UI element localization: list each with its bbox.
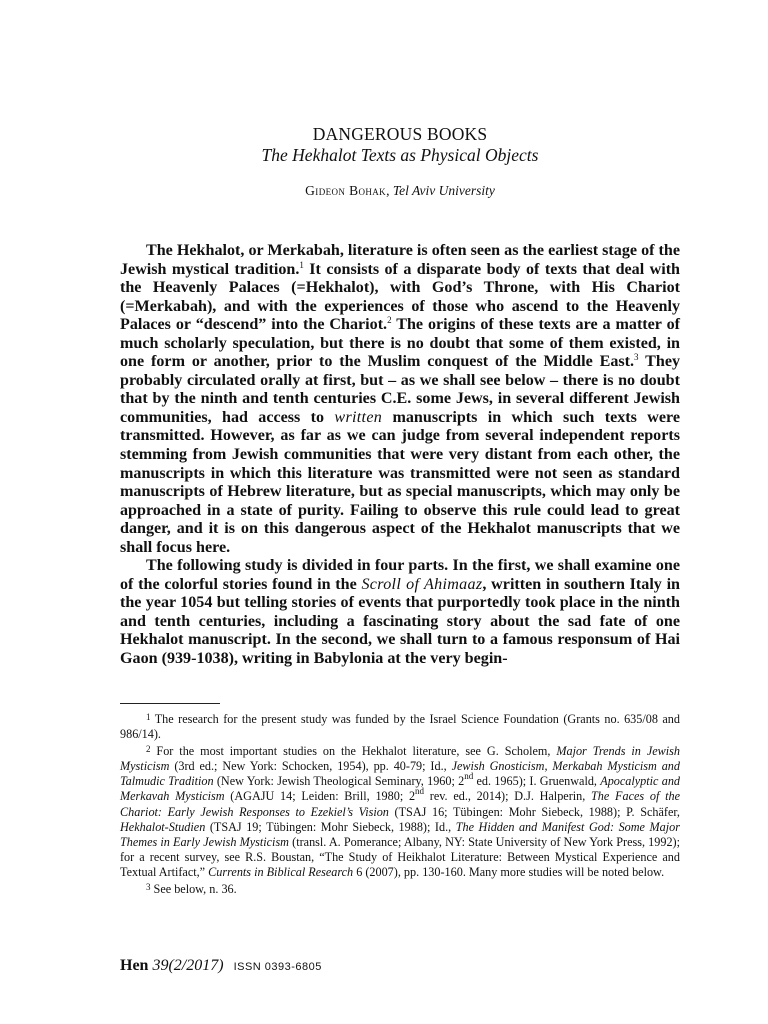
body-paragraph-2: The following study is divided in four parts. In the first, we shall examine one of the colorful stories found in the Scroll of Ahimaaz, written in southern Italy in the year 1054 but telling stories of events that purportedly took place in the ninth and tenth centuries, including a fascinating story about the sad fate of one Hekhalot manuscript. In the second, we shall turn to a famous responsum of Hai Gaon (939-1038), writing in Babylonia at the very begin- bbox=[120, 557, 680, 668]
emphasis-written: written bbox=[334, 408, 383, 426]
journal-issn: ISSN 0393-6805 bbox=[233, 961, 322, 973]
emphasis-scroll-of-ahimaaz: Scroll of Ahimaaz bbox=[361, 575, 483, 593]
author-line: Gideon Bohak, Tel Aviv University bbox=[305, 183, 495, 198]
journal-name: Hen bbox=[120, 957, 149, 974]
body-paragraph-1: The Hekhalot, or Merkabah, literature is often seen as the earliest stage of the Jewish mystical tradition.$^1$ It consists of a disparate body of texts that deal with the Heavenly Palaces (=Hekhalot), with God’s Throne, with His Chariot (=Merkabah), and with the experiences of those who ascend to the Heavenly Palaces or “descend” into the Chariot.$^2$ The origins of these texts are a matter of much scholarly speculation, but there is no doubt that some of them existed, in one form or another, prior to the Muslim conquest of the Middle East.$^3$ They probably circulated orally at first, but – as we shall see below – there is no doubt that by the ninth and tenth centuries C.E. some Jews, in several different Jewish communities, had access to written manuscripts in which such texts were transmitted. However, as far as we can judge from several independent reports stemming from Jewish communities that were very distant from each other, the manuscripts in which this literature was transmitted were not seen as standard manuscripts of Hebrew literature, but as special manuscripts, which may only be approached in a state of purity. Failing to observe this rule could lead to great danger, and it is on this dangerous aspect of the Hekhalot manuscripts that we shall focus here. bbox=[120, 242, 681, 556]
article-title: DANGEROUS BOOKS bbox=[312, 124, 488, 144]
footnote-number-3: 3 bbox=[146, 882, 151, 893]
footnote-ref-1[interactable]: 1 bbox=[299, 259, 304, 270]
page-footer bbox=[120, 957, 322, 975]
footnote-number-1: 1 bbox=[146, 712, 151, 722]
article-body bbox=[120, 242, 680, 669]
author-affiliation: Tel Aviv University bbox=[392, 183, 495, 198]
footnotes bbox=[120, 710, 680, 897]
footnote-1: $^1$ The research for the present study was funded by the Israel Science Foundation (Grants no. 635/08 and 986/14). bbox=[120, 712, 680, 742]
journal-volume: 39(2/2017) bbox=[152, 957, 224, 974]
footnote-3: $^3$ See below, n. 36. bbox=[146, 882, 237, 897]
footnote-ref-3[interactable]: 3 bbox=[634, 352, 639, 363]
footnote-ref-2[interactable]: 2 bbox=[387, 315, 392, 326]
footnote-separator bbox=[120, 703, 220, 704]
article-subtitle: The Hekhalot Texts as Physical Objects bbox=[261, 145, 539, 165]
footnote-number-2: 2 bbox=[146, 744, 151, 755]
author-name: Gideon Bohak bbox=[305, 183, 387, 198]
footnote-2: $^2$ For the most important studies on the Hekhalot literature, see G. Scholem, Major Trends in Jewish Mysticism (3rd ed.; New York: Schocken, 1954), pp. 40-79; Id., Jewish Gnosticism, Merkabah Mysticism and Talmudic Tradition (New York: Jewish Theological Seminary, 1960; 2nd ed. 1965); I. Gruenwald, Apocalyptic and Merkavah Mysticism (AGAJU 14; Leiden: Brill, 1980; 2nd rev. ed., 2014); D.J. Halperin, The Faces of the Chariot: Early Jewish Responses to Ezekiel’s Vision (TSAJ 16; Tübingen: Mohr Siebeck, 1988); P. Schäfer, Hekhalot-Studien (TSAJ 19; Tübingen: Mohr Siebeck, 1988); Id., The Hidden and Manifest God: Some Major Themes in Early Jewish Mysticism (transl. A. Pomerance; Albany, NY: State University of New York Press, 1992); for a recent survey, see R.S. Boustan, “The Study of Heikhalot Literature: Between Mystical Experience and Textual Artifact,” Currents in Biblical Research 6 (2007), pp. 130-160. Many more studies will be noted below. bbox=[120, 744, 681, 879]
